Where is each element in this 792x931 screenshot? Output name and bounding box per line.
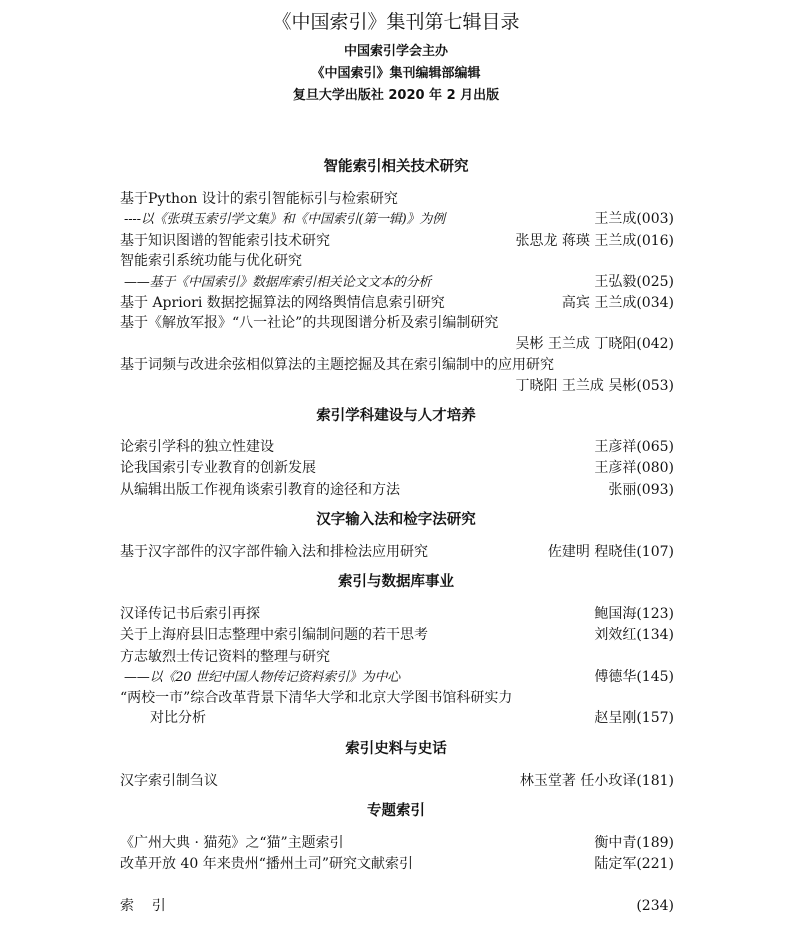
toc-entry — [120, 542, 674, 563]
entry-author-page: 王彦祥(080) — [594, 460, 674, 476]
entry-title: 基于Python 设计的索引智能标引与检索研究 — [120, 191, 398, 207]
section-heading: 索引史料与史话 — [345, 741, 447, 757]
entry-title: 基于知识图谱的智能索引技术研究 — [120, 233, 330, 249]
entry-author-page: 王兰成(003) — [594, 211, 674, 227]
entry-title: 论索引学科的独立性建设 — [120, 439, 274, 455]
entry-title: 从编辑出版工作视角谈索引教育的途径和方法 — [120, 482, 400, 498]
page-title: 《中国索引》集刊第七辑目录 — [272, 11, 520, 33]
toc-entry — [120, 189, 674, 210]
entry-author-page: 刘效红(134) — [594, 627, 674, 643]
toc-entry — [124, 667, 674, 688]
entry-author-page: 鲍国海(123) — [594, 606, 674, 622]
section-heading: 汉字输入法和检字法研究 — [316, 512, 476, 528]
toc-entry — [120, 313, 674, 334]
toc-entry — [120, 293, 674, 314]
toc-entry — [120, 604, 674, 625]
entry-title: ----以《张琪玉索引学文集》和《中国索引(第一辑)》为例 — [124, 212, 445, 227]
toc-entry — [120, 437, 674, 458]
entry-author-page: 王彦祥(065) — [594, 439, 674, 455]
toc-entry — [120, 355, 674, 376]
entry-author-page: 傅德华(145) — [594, 669, 674, 685]
toc-entry — [120, 251, 674, 272]
entry-title: 基于 Apriori 数据挖掘算法的网络舆情信息索引研究 — [120, 295, 445, 311]
section-heading: 索引学科建设与人才培养 — [316, 408, 476, 424]
entry-author-page: 王弘毅(025) — [594, 274, 674, 290]
entry-author-page: 林玉堂著 任小玫译(181) — [519, 773, 674, 789]
toc-entry — [120, 833, 674, 854]
publication-info-line: 中国索引学会主办 — [343, 44, 448, 59]
entry-title: 汉译传记书后索引再探 — [120, 606, 260, 622]
section-heading: 索引与数据库事业 — [338, 574, 454, 590]
publication-info-line: 复旦大学出版社 2020 年 2 月出版 — [292, 88, 500, 103]
toc-entry — [120, 854, 674, 875]
toc-entry — [120, 688, 674, 709]
entry-author-page: 高宾 王兰成(034) — [561, 295, 674, 311]
index-entry-page: (234) — [636, 898, 674, 914]
index-entry — [120, 896, 674, 917]
toc-entry — [124, 272, 674, 293]
toc-entry — [150, 708, 674, 729]
entry-title: 论我国索引专业教育的创新发展 — [120, 460, 316, 476]
entry-title: 方志敏烈士传记资料的整理与研究 — [120, 649, 330, 665]
entry-title: 基于汉字部件的汉字部件输入法和排检法应用研究 — [120, 544, 428, 560]
toc-entry — [120, 458, 674, 479]
toc-entry — [120, 376, 674, 397]
publication-info-line: 《中国索引》集刊编辑部编辑 — [311, 66, 481, 81]
index-entry-title: 索 引 — [120, 898, 166, 914]
entry-author-page: 赵呈刚(157) — [594, 710, 674, 726]
entry-author-page: 张丽(093) — [608, 482, 674, 498]
entry-title: 汉字索引制刍议 — [120, 773, 218, 789]
entry-title: 关于上海府县旧志整理中索引编制问题的若干思考 — [120, 627, 428, 643]
entry-title: ——以《20 世纪中国人物传记资料索引》为中心 — [124, 670, 401, 685]
entry-author-page: 张思龙 蒋瑛 王兰成(016) — [515, 233, 674, 249]
toc-entry — [124, 209, 674, 230]
entry-author-page: 衡中青(189) — [594, 835, 674, 851]
entry-title: 基于《解放军报》“八一社论”的共现图谱分析及索引编制研究 — [120, 315, 499, 331]
toc-entry — [120, 625, 674, 646]
entry-author-page: 吴彬 王兰成 丁晓阳(042) — [515, 336, 674, 352]
entry-title: 智能索引系统功能与优化研究 — [120, 253, 302, 269]
entry-title: 基于词频与改进余弦相似算法的主题挖掘及其在索引编制中的应用研究 — [120, 357, 554, 373]
entry-title: 对比分析 — [150, 710, 206, 726]
section-heading: 专题索引 — [367, 803, 425, 819]
toc-entry — [120, 771, 674, 792]
entry-author-page: 丁晓阳 王兰成 吴彬(053) — [515, 378, 674, 394]
entry-title: 改革开放 40 年来贵州“播州土司”研究文献索引 — [120, 856, 414, 872]
section-heading: 智能索引相关技术研究 — [323, 159, 469, 175]
entry-title: 《广州大典 · 猫苑》之“猫”主题索引 — [120, 835, 344, 851]
toc-entry — [120, 480, 674, 501]
entry-author-page: 佐建明 程晓佳(107) — [547, 544, 674, 560]
toc-entry — [120, 231, 674, 252]
toc-entry — [120, 647, 674, 668]
toc-entry — [120, 334, 674, 355]
entry-author-page: 陆定军(221) — [594, 856, 674, 872]
entry-title: “两校一市”综合改革背景下清华大学和北京大学图书馆科研实力 — [120, 690, 513, 706]
entry-title: ——基于《中国索引》数据库索引相关论文文本的分析 — [124, 275, 432, 290]
